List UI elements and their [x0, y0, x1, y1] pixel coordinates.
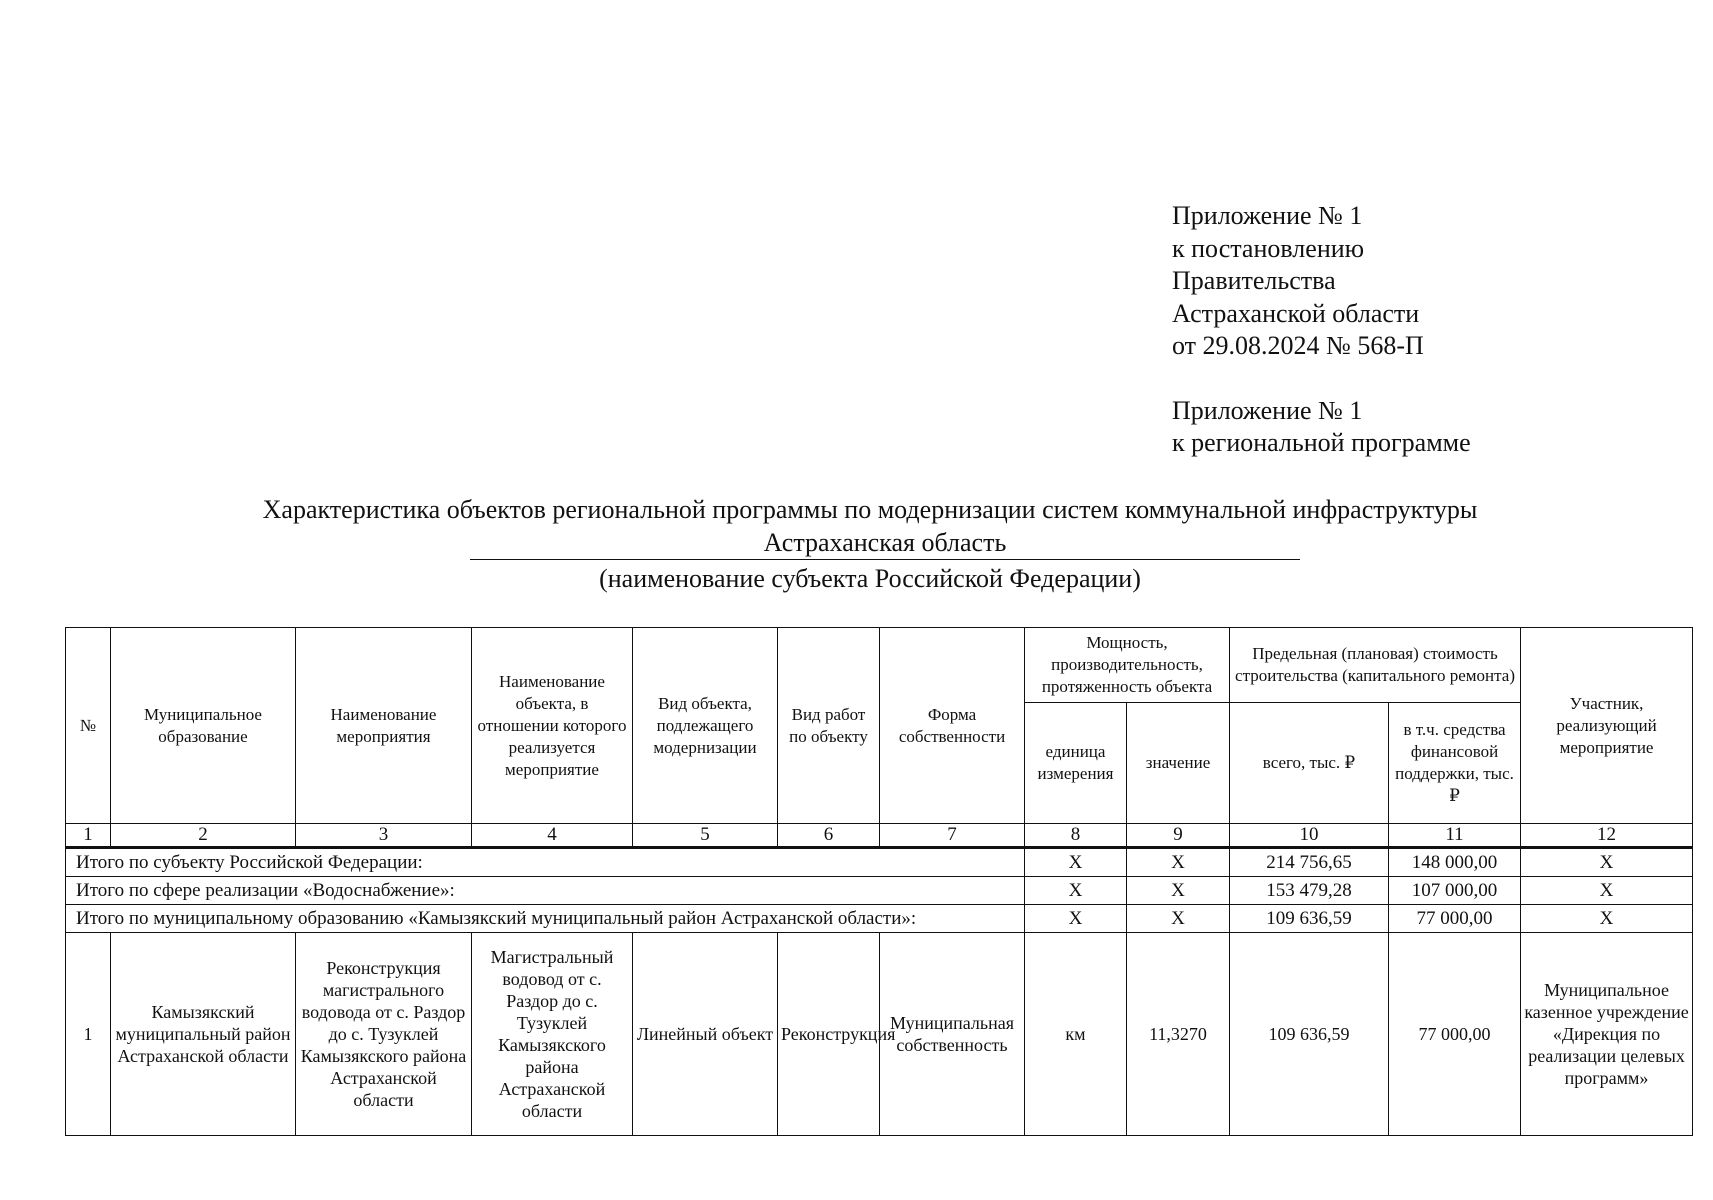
total-label: Итого по муниципальному образованию «Камызякский муниципальный район Астраханской области»:	[66, 905, 1025, 933]
header-unit: единица измерения	[1025, 703, 1127, 824]
total-cost: 109 636,59	[1230, 905, 1389, 933]
total-participant: Х	[1521, 877, 1693, 905]
total-participant: Х	[1521, 905, 1693, 933]
appendix-line: к постановлению	[1172, 233, 1365, 263]
total-value: Х	[1127, 877, 1230, 905]
column-number: 9	[1127, 824, 1230, 848]
objects-table	[65, 627, 1693, 1136]
appendix-line: от 29.08.2024 № 568-П	[1172, 331, 1424, 360]
total-row-subject	[66, 848, 1693, 877]
row-participant: Муниципальное казенное учреждение «Дирекция по реализации целевых программ»	[1521, 933, 1693, 1136]
appendix-line: Астраханской области	[1172, 298, 1420, 328]
total-value: Х	[1127, 848, 1230, 877]
appendix-program-block	[1172, 395, 1471, 460]
column-number: 1	[66, 824, 111, 848]
total-support: 107 000,00	[1389, 877, 1521, 905]
total-value: Х	[1127, 905, 1230, 933]
row-total: 109 636,59	[1230, 933, 1389, 1136]
column-number: 4	[472, 824, 633, 848]
appendix-line: Приложение № 1	[1172, 395, 1363, 425]
subject-caption: (наименование субъекта Российской Федерации)	[599, 564, 1141, 593]
column-number: 10	[1230, 824, 1389, 848]
column-number: 11	[1389, 824, 1521, 848]
row-object-name: Магистральный водовод от с. Раздор до с. Тузуклей Камызякского района Астраханской области	[472, 933, 633, 1136]
total-participant: Х	[1521, 848, 1693, 877]
row-municipality: Камызякский муниципальный район Астраханской области	[111, 933, 296, 1136]
column-number: 2	[111, 824, 296, 848]
header-municipality: Муниципальное образование	[111, 628, 296, 824]
subject-name: Астраханская область	[470, 528, 1300, 560]
total-unit: Х	[1025, 905, 1127, 933]
total-unit: Х	[1025, 848, 1127, 877]
column-number: 8	[1025, 824, 1127, 848]
total-label: Итого по сфере реализации «Водоснабжение»:	[66, 877, 1025, 905]
header-cost-group: Предельная (плановая) стоимость строительства (капитального ремонта)	[1230, 628, 1521, 703]
column-numbers-row	[66, 824, 1693, 848]
column-number: 7	[880, 824, 1025, 848]
row-value: 11,3270	[1127, 933, 1230, 1136]
header-row-top	[66, 628, 1693, 703]
header-no: №	[66, 628, 111, 824]
header-participant: Участник, реализующий мероприятие	[1521, 628, 1693, 824]
total-support: 148 000,00	[1389, 848, 1521, 877]
header-total: всего, тыс. ₽	[1230, 703, 1389, 824]
column-number: 6	[778, 824, 880, 848]
header-object-type: Вид объекта, подлежащего модернизации	[633, 628, 778, 824]
column-number: 3	[296, 824, 472, 848]
row-work-type: Реконструкция	[778, 933, 880, 1136]
row-support: 77 000,00	[1389, 933, 1521, 1136]
total-cost: 153 479,28	[1230, 877, 1389, 905]
document-title: Характеристика объектов региональной программы по модернизации систем коммунальной инфраструктуры	[262, 495, 1478, 524]
header-capacity-group: Мощность, производительность, протяженность объекта	[1025, 628, 1230, 703]
appendix-line: Правительства	[1172, 266, 1336, 295]
header-ownership: Форма собственности	[880, 628, 1025, 824]
table-row	[66, 933, 1693, 1136]
row-activity: Реконструкция магистрального водовода от с. Раздор до с. Тузуклей Камызякского района Астраханской области	[296, 933, 472, 1136]
header-support: в т.ч. средства финансовой поддержки, тыс. ₽	[1389, 703, 1521, 824]
column-number: 5	[633, 824, 778, 848]
row-ownership: Муниципальная собственность	[880, 933, 1025, 1136]
appendix-header	[1172, 200, 1471, 460]
header-activity: Наименование мероприятия	[296, 628, 472, 824]
total-row-municipality	[66, 905, 1693, 933]
row-no: 1	[66, 933, 111, 1136]
row-unit: км	[1025, 933, 1127, 1136]
total-unit: Х	[1025, 877, 1127, 905]
total-support: 77 000,00	[1389, 905, 1521, 933]
total-label: Итого по субъекту Российской Федерации:	[66, 848, 1025, 877]
appendix-line: к региональной программе	[1172, 428, 1471, 457]
header-object-name: Наименование объекта, в отношении которого реализуется мероприятие	[472, 628, 633, 824]
total-cost: 214 756,65	[1230, 848, 1389, 877]
column-number: 12	[1521, 824, 1693, 848]
row-object-type: Линейный объект	[633, 933, 778, 1136]
total-row-sphere	[66, 877, 1693, 905]
header-value: значение	[1127, 703, 1230, 824]
header-work-type: Вид работ по объекту	[778, 628, 880, 824]
appendix-line: Приложение № 1	[1172, 201, 1363, 230]
